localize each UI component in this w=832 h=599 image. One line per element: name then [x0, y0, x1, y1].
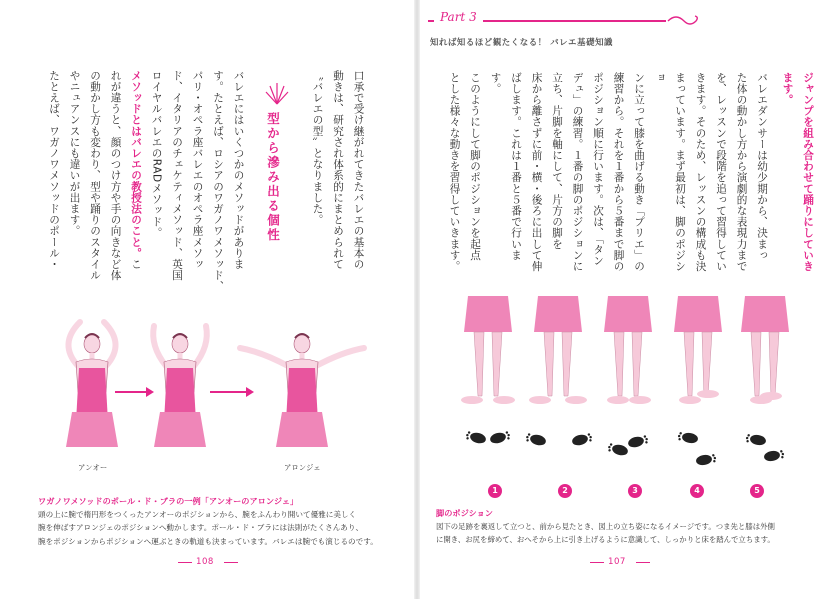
footprint-icon — [607, 434, 649, 457]
method-rest-text: こ れが違うと、顔のつけ方や手の向きなど体 の動かし方も変わり、型や踊りのスタイル やニュアンスにも違いが出ます。 たとえば、ワガノワメソッドのポール・ — [48, 70, 142, 281]
position-5-legs — [741, 296, 789, 404]
arrow-right-icon — [115, 387, 154, 397]
dancer-en-haut — [66, 322, 118, 447]
intro-paragraph: 口承で受け継がれてきたバレエの基本の 動きは、研究され体系的にまとめられて 〝バレエの型〟となりました。 — [311, 70, 365, 270]
part-subtitle: 知れば知るほど観たくなる！ バレエ基礎知識 — [430, 37, 614, 47]
page-number-107: 107 — [608, 557, 626, 567]
position-badge-5: 5 — [750, 484, 764, 498]
swirl-ornament-icon — [666, 12, 702, 30]
leg-positions-illustration — [460, 288, 800, 488]
method-definition-paragraph — [20, 70, 146, 302]
footprint-icon — [745, 433, 785, 462]
lead-heading: ジャンプを組み合わせて踊りにしていき ます。 — [781, 72, 814, 272]
footprint-icon — [525, 432, 593, 447]
position-badge-2: 2 — [558, 484, 572, 498]
right-page — [420, 0, 832, 599]
lesson-paragraph: バレエダンサーは幼少期から、決まっ た体の動かし方から演劇的な表現力まで を、レッスンで段階を追って習得してい きます。そのため、レッスンの構成も決 まっています。まず最初は、脚のポジショ ンに立って膝を曲げる動き「プリエ」の 練習から。それを１番から５番まで脚の ポジション順に行います。次は、「タン デュ」の練習。１番の脚のポジションに 立ち、片脚を軸にして、片方の脚を 床から離さずに前・横・後ろに出して伸 ばします。これは１番と５番で行います。 このようにして脚のポジションを起点 とした様々な動きを習得していきます。 — [448, 72, 768, 272]
arrow-right-icon — [210, 387, 254, 397]
fan-ornament-icon — [265, 80, 289, 106]
method-highlight: メソッドとはバレエの教授法のこと。 — [130, 70, 142, 259]
port-de-bras-illustration — [50, 312, 370, 462]
position-3-legs — [604, 296, 652, 404]
position-2-legs — [529, 296, 587, 404]
figure-label-allonge: アロンジェ — [284, 463, 321, 472]
dancer-transition — [153, 326, 207, 447]
position-4-legs — [674, 296, 722, 404]
folio-ornament-right — [636, 562, 650, 563]
position-badge-4: 4 — [690, 484, 704, 498]
figure-caption-body: 頭の上に腕で楕円形をつくったアンオーのポジションから、腕をふんわり開いて優雅に美しく 腕を伸ばすアロンジェのポジションへ動かします。ポール・ド・ブラには法則がたくさんあり、 腕をポジションからポジションへ運ぶときの軌道も決まっています。バレエは腕でも演じるのです。 — [38, 510, 378, 546]
leg-caption-title: 脚のポジション — [436, 508, 493, 518]
footprint-icon — [677, 431, 717, 466]
figure-label-en-haut: アンオー — [78, 463, 108, 472]
footprint-icon — [465, 430, 511, 445]
position-1-legs — [461, 296, 515, 404]
leg-caption-body: 図下の足跡を裏返して立つと、前から見たとき、図上の立ち姿になるイメージです。つま先と膝は外側 に開き、お尻を締めて、おへそから上に引き上げるように意識して、しっかりと床を踏んで立ちます。 — [436, 522, 775, 545]
figure-caption-title: ワガノワメソッドのポール・ド・ブラの一例「アンオーのアロンジェ」 — [38, 496, 299, 506]
methods-paragraph: バレエにはいくつかのメソッドがありま す。たとえば、ロシアのワガノワメソッド、 パリ・オペラ座バレエのオペラ座メソッ ド、イタリアのチェケティメソッド、英国 ロイヤルバレエのRADメソッド。 — [150, 70, 245, 292]
folio-ornament-left — [178, 562, 192, 563]
position-badge-3: 3 — [628, 484, 642, 498]
section-heading: 型から滲み出る個性 — [265, 112, 281, 243]
position-badge-1: 1 — [488, 484, 502, 498]
folio-ornament-left — [590, 562, 604, 563]
left-page — [0, 0, 414, 599]
folio-ornament-right — [224, 562, 238, 563]
dancer-allonge — [240, 334, 364, 447]
part-title: Part 3 — [434, 10, 483, 24]
page-number-108: 108 — [196, 557, 214, 567]
